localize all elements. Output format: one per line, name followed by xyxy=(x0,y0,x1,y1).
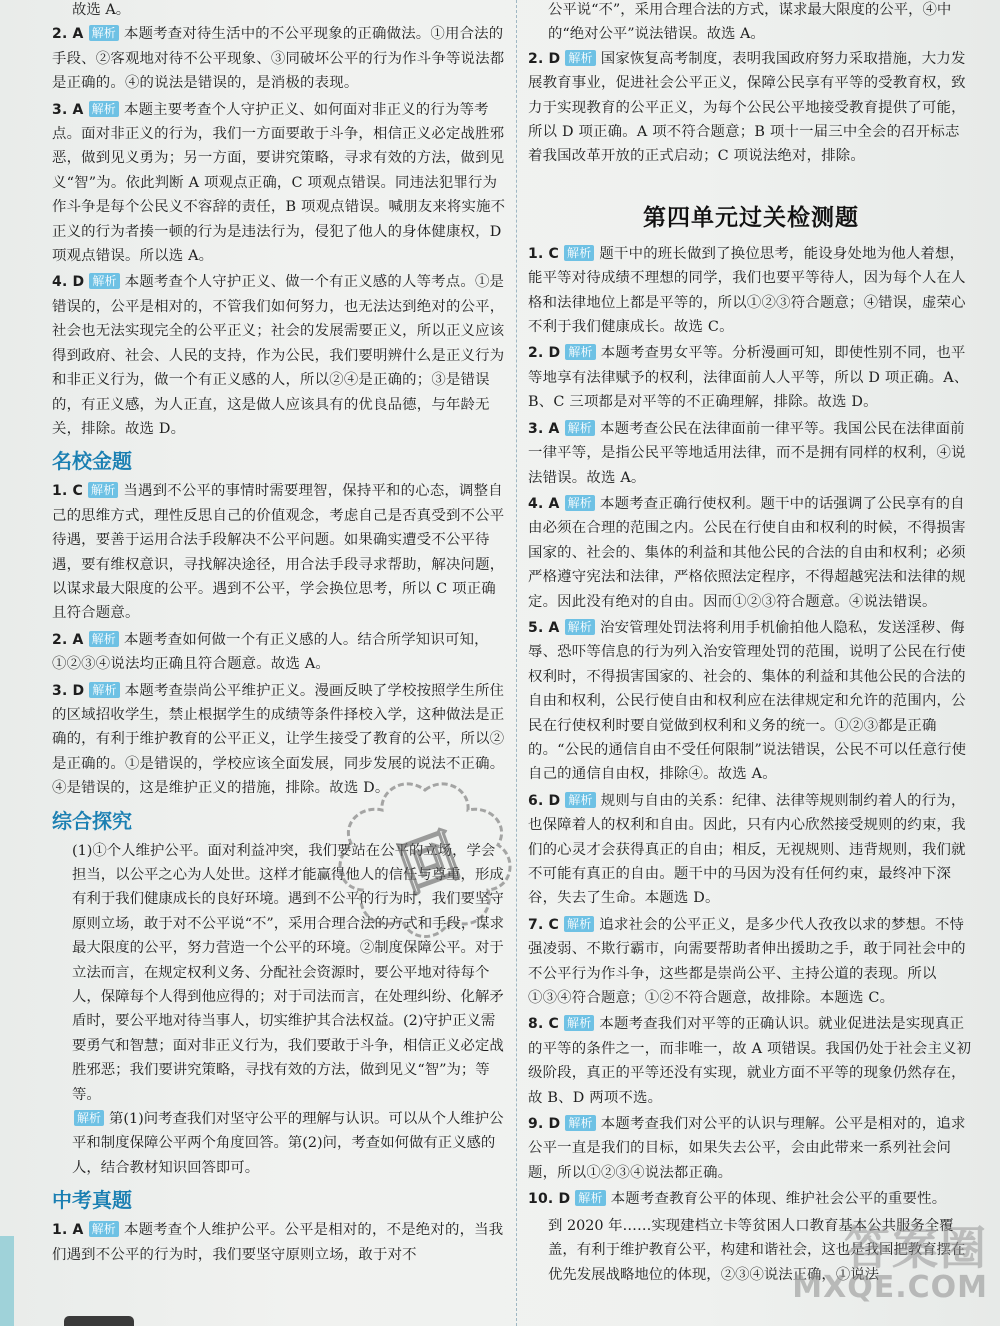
answer-item xyxy=(528,1187,974,1211)
answer-number: 2. A xyxy=(52,26,84,43)
answer-number: 5. A xyxy=(528,619,560,636)
answer-item xyxy=(52,98,508,269)
analysis-tag: 解析 xyxy=(89,101,119,117)
answer-number: 2. A xyxy=(52,631,84,648)
watermark-logo: 答案圈 xyxy=(844,1221,988,1275)
answer-number: 2. D xyxy=(528,50,561,67)
analysis-tag: 解析 xyxy=(565,1115,595,1131)
analysis-tag: 解析 xyxy=(564,916,594,932)
answer-text: 本题考查如何做一个有正义感的人。结合所学知识可知，①②③④说法均正确且符合题意。故选 A。 xyxy=(52,631,489,673)
answer-text: 本题考查教育公平的体现、维护社会公平的重要性。 xyxy=(610,1191,947,1208)
analysis-tag: 解析 xyxy=(564,245,594,261)
answer-item xyxy=(528,492,974,614)
answer-text: 本题考查我们对平等的正确认识。就业促进法是实现真正的平等的条件之一，而非唯一，故 A 项错误。我国仍处于社会主义初级阶段，真正的平等还没有实现，就业方面不平等的现象仍然存在，故 B、D 两项不选。 xyxy=(528,1016,972,1106)
answer-text: 国家恢复高考制度，表明我国政府努力采取措施，大力发展教育事业，促进社会公平正义，保障公民享有平等的受教育权，致力于实现教育的公平正义，为每个公民公平地接受教育提供了可能，所以 D 项正确。A 项不符合题意；B 项十一届三中全会的召开标志着我国改革开放的正式启动；C 项说法绝对，排除。 xyxy=(528,50,966,165)
answer-number: 10. D xyxy=(528,1191,571,1208)
answer-text: 本题考查个人维护公平。公平是相对的，不是绝对的，当我们遇到不公平的行为时，我们要坚守原则立场，敢于对不 xyxy=(52,1222,504,1263)
intro-line: 公平说“不”，采用合理合法的方式，谋求最大限度的公平，④中的“绝对公平”说法错误。故选 A。 xyxy=(548,2,952,43)
answer-number: 1. C xyxy=(52,483,84,500)
answer-text: 追求社会的公平正义，是多少代人孜孜以求的梦想。不恃强凌弱、不欺行霸市，向需要帮助者伸出援助之手，敢于同社会中的不公平行为作斗争，这些都是崇尚公平、主持公道的表现。所以①③④符合题意；①②不符合题意，故排除。本题选 C。 xyxy=(528,916,966,1007)
analysis-tag: 解析 xyxy=(89,682,119,698)
analysis-tag: 解析 xyxy=(575,1190,605,1206)
answer-item xyxy=(52,628,508,677)
explore-note-text: 第(1)问考查我们对坚守公平的理解与认识。可以从个人维护公平和制度保障公平两个角度回答。第(2)问，考查如何做有正义感的人，结合教材知识回答即可。 xyxy=(72,1111,504,1176)
answer-item xyxy=(52,22,508,95)
intro-line: 故选 A。 xyxy=(72,2,131,18)
explore-text: (1)①个人维护公平。面对利益冲突，我们要站在公平的立场，学会担当，以公平之心为人处世。这样才能赢得他人的信任与尊重，形成有利于我们健康成长的良好环境。遇到不公平的行为时，我们要坚守原则立场，敢于对不公平说“不”，采用合理合法的方式和手段，谋求最大限度的公平，努力营造一个公平的环境。②制度保障公平。对于立法而言，在规定权利义务、分配社会资源时，要公平地对待每个人，保障每个人得到他应得的；对于司法而言，在处理纠纷、化解矛盾时，要公平地对待当事人，切实维护其合法权益。(2)守护正义需要勇气和智慧；面对非正义行为，我们要敢于斗争，相信正义必定战胜邪恶；我们要讲究策略，寻找有效的方法，做到见义“智”为；等等。 xyxy=(72,842,505,1103)
analysis-tag: 解析 xyxy=(89,273,119,289)
answer-number: 9. D xyxy=(528,1116,561,1133)
answer-list xyxy=(52,1218,508,1267)
analysis-tag: 解析 xyxy=(89,1221,119,1237)
analysis-tag: 解析 xyxy=(565,619,595,635)
answer-text: 本题考查公民在法律面前一律平等。我国公民在法律面前一律平等，是指公民平等地适用法律，而不是拥有同样的权利，④说法错误。故选 A。 xyxy=(528,420,966,486)
answer-list xyxy=(52,22,508,441)
answer-text: 本题考查正确行使权利。题干中的话强调了公民享有的自由必须在合理的范围之内。公民在行使自由和权利的时候，不得损害国家的、社会的、集体的利益和其他公民的合法的自由和权利；必须严格遵守宪法和法律，严格依照法定程序，不得超越宪法和法律的规定。因此没有绝对的自由。因而①②③符合题意。④说法错误。 xyxy=(528,495,966,610)
answer-number: 3. A xyxy=(528,420,560,437)
answer-number: 1. A xyxy=(52,1222,84,1239)
answer-number: 3. A xyxy=(52,101,84,118)
answer-number: 2. D xyxy=(528,345,561,362)
answer-text: 本题考查我们对公平的认识与理解。公平是相对的，追求公平一直是我们的目标，如果失去公平，会由此带来一系列社会问题，所以①②③④说法都正确。 xyxy=(528,1116,966,1181)
right-column xyxy=(528,0,974,1287)
section-heading: 名校金题 xyxy=(52,449,132,474)
answer-list xyxy=(52,479,508,800)
unit-title: 第四单元过关检测题 xyxy=(643,204,859,231)
explore-note xyxy=(52,1107,508,1180)
answer-text: 本题考查对待生活中的不公平现象的正确做法。①用合法的手段、②客观地对待不公平现象、③同破坏公平的行为作斗争等说法都是正确的。④的说法是错误的，是消极的表现。 xyxy=(52,26,505,92)
flower-stamp xyxy=(320,770,530,950)
answer-item xyxy=(528,789,974,911)
analysis-tag: 解析 xyxy=(88,482,118,498)
answer-list xyxy=(528,242,974,1212)
answer-text: 题干中的班长做到了换位思考，能设身处地为他人着想，能平等对待成绩不理想的同学，我们也要平等待人，因为每个人在人格和法律地位上都是平等的，所以①②③符合题意；④错误，虚荣心不利于我们健康成长。故选 C。 xyxy=(528,245,966,336)
page-tab xyxy=(64,1316,134,1326)
left-column xyxy=(52,0,508,1269)
answer-item xyxy=(528,242,974,340)
answer-number: 1. C xyxy=(528,245,560,262)
answer-item xyxy=(52,479,508,625)
answer-item xyxy=(52,1218,508,1267)
analysis-tag: 解析 xyxy=(74,1110,104,1126)
answer-item xyxy=(528,47,974,169)
answer-text: 本题主要考查个人守护正义、如何面对非正义的行为等考点。面对非正义的行为，我们一方面要敢于斗争，相信正义必定战胜邪恶，做到见义勇为；另一方面，要讲究策略，寻求有效的方法，做到见义“智”为。依此判断 A 项观点正确，C 项观点错误。同违法犯罪行为作斗争是每个公民义不容辞的责任，B 项观点错误。喊朋友来将实施不正义的行为者揍一顿的行为是违法行为，侵犯了他人的身体健康权，D 项观点错误。所以选 A。 xyxy=(52,101,506,265)
answer-item xyxy=(528,417,974,490)
answer-text: 本题考查男女平等。分析漫画可知，即使性别不同，也平等地享有法律赋予的权利，法律面前人人平等，所以 D 项正确。A、B、C 三项都是对平等的不正确理解，排除。故选 D。 xyxy=(528,345,969,411)
answer-number: 8. C xyxy=(528,1016,560,1033)
watermark xyxy=(792,1221,988,1305)
answer-item xyxy=(528,1012,974,1110)
analysis-tag: 解析 xyxy=(564,1015,594,1031)
column-divider xyxy=(516,0,517,1326)
analysis-tag: 解析 xyxy=(565,420,595,436)
answer-number: 6. D xyxy=(528,792,561,809)
watermark-url: MXQE.COM xyxy=(792,1270,988,1305)
answer-item xyxy=(52,270,508,441)
answer-number: 4. A xyxy=(528,495,560,512)
analysis-tag: 解析 xyxy=(565,344,595,360)
section-heading: 中考真题 xyxy=(52,1188,132,1213)
answer-text: 规则与自由的关系：纪律、法律等规则制约着人的行为，也保障着人的权利和自由。因此，只有内心欣然接受规则的约束，我们的心灵才会获得真正的自由；相反，无视规则、违背规则，我们就不可能有真正的自由。题干中的马因为没有任何约束，最终冲下深谷，失去了生命。本题选 D。 xyxy=(528,792,966,907)
section-heading: 综合探究 xyxy=(52,808,132,833)
answer-item xyxy=(528,341,974,414)
answer-list xyxy=(528,47,974,169)
answer-text: 本题考查个人守护正义、做一个有正义感的人等考点。①是错误的，公平是相对的，不管我们如何努力，也无法达到绝对的公平，社会也无法实现完全的公平正义；社会的发展需要正义，所以正义应该得到政府、社会、人民的支持，作为公民，我们要明辨什么是正义行为和非正义行为，做一个有正义感的人，所以②④是正确的；③是错误的，有正义感，为人正直，这是做人应该具有的优良品德，与年龄无关，排除。故选 D。 xyxy=(52,274,505,437)
answer-item xyxy=(528,1112,974,1185)
answer-item xyxy=(528,913,974,1011)
svg-text:回: 回 xyxy=(389,820,470,907)
answer-text: 本题考查崇尚公平维护正义。漫画反映了学校按照学生所住的区域招收学生，禁止根据学生的成绩等条件择校入学，这种做法是正确的，有利于维护教育的公平正义，让学生接受了教育的公平，所以②是正确的。①是错误的，学校应该全面发展，同步发展的说法不正确。④是错误的，这是维护正义的措施，排除。故选 D。 xyxy=(52,682,505,797)
answer-number: 3. D xyxy=(52,682,85,699)
analysis-tag: 解析 xyxy=(89,631,119,647)
answer-text: 当遇到不公平的事情时需要理智，保持平和的心态，调整自己的思维方式，理性反思自己的价值观念，考虑自己是否真受到不公平待遇，要善于运用合法手段解决不公平问题。如果确实遭受不公平待遇，要有维权意识，寻找解决途径，用合法手段寻求帮助，解决问题，以谋求最大限度的公平。遇到不公平，学会换位思考，所以 C 项正确且符合题意。 xyxy=(52,483,505,622)
answer-text: 治安管理处罚法将利用手机偷拍他人隐私，发送淫秽、侮辱、恐吓等信息的行为列入治安管理处罚的范围，说明了公民在行使权利时，不得损害国家的、社会的、集体的利益和其他公民的合法的自由和权利，公民行使自由和权利应在法律规定和允许的范围内，公民在行使权利时要自觉做到权利和义务的统一。①②③都是正确的。“公民的通信自由不受任何限制”说法错误，公民不可以任意行使自己的通信自由权，排除④。故选 A。 xyxy=(528,619,967,783)
analysis-tag: 解析 xyxy=(565,792,595,808)
answer-item xyxy=(528,616,974,787)
edge-bar xyxy=(0,1236,14,1326)
tail-text: 到 2020 年……实现建档立卡等贫困人口教育基本公共服务全覆盖，有利于维护教育公平，构建和谐社会，这也是我国把教育摆在优先发展战略地位的体现，②③④说法正确，①说法 xyxy=(548,1217,966,1283)
analysis-tag: 解析 xyxy=(565,50,595,66)
answer-number: 7. C xyxy=(528,916,560,933)
analysis-tag: 解析 xyxy=(565,495,595,511)
analysis-tag: 解析 xyxy=(89,25,119,41)
answer-number: 4. D xyxy=(52,274,85,291)
